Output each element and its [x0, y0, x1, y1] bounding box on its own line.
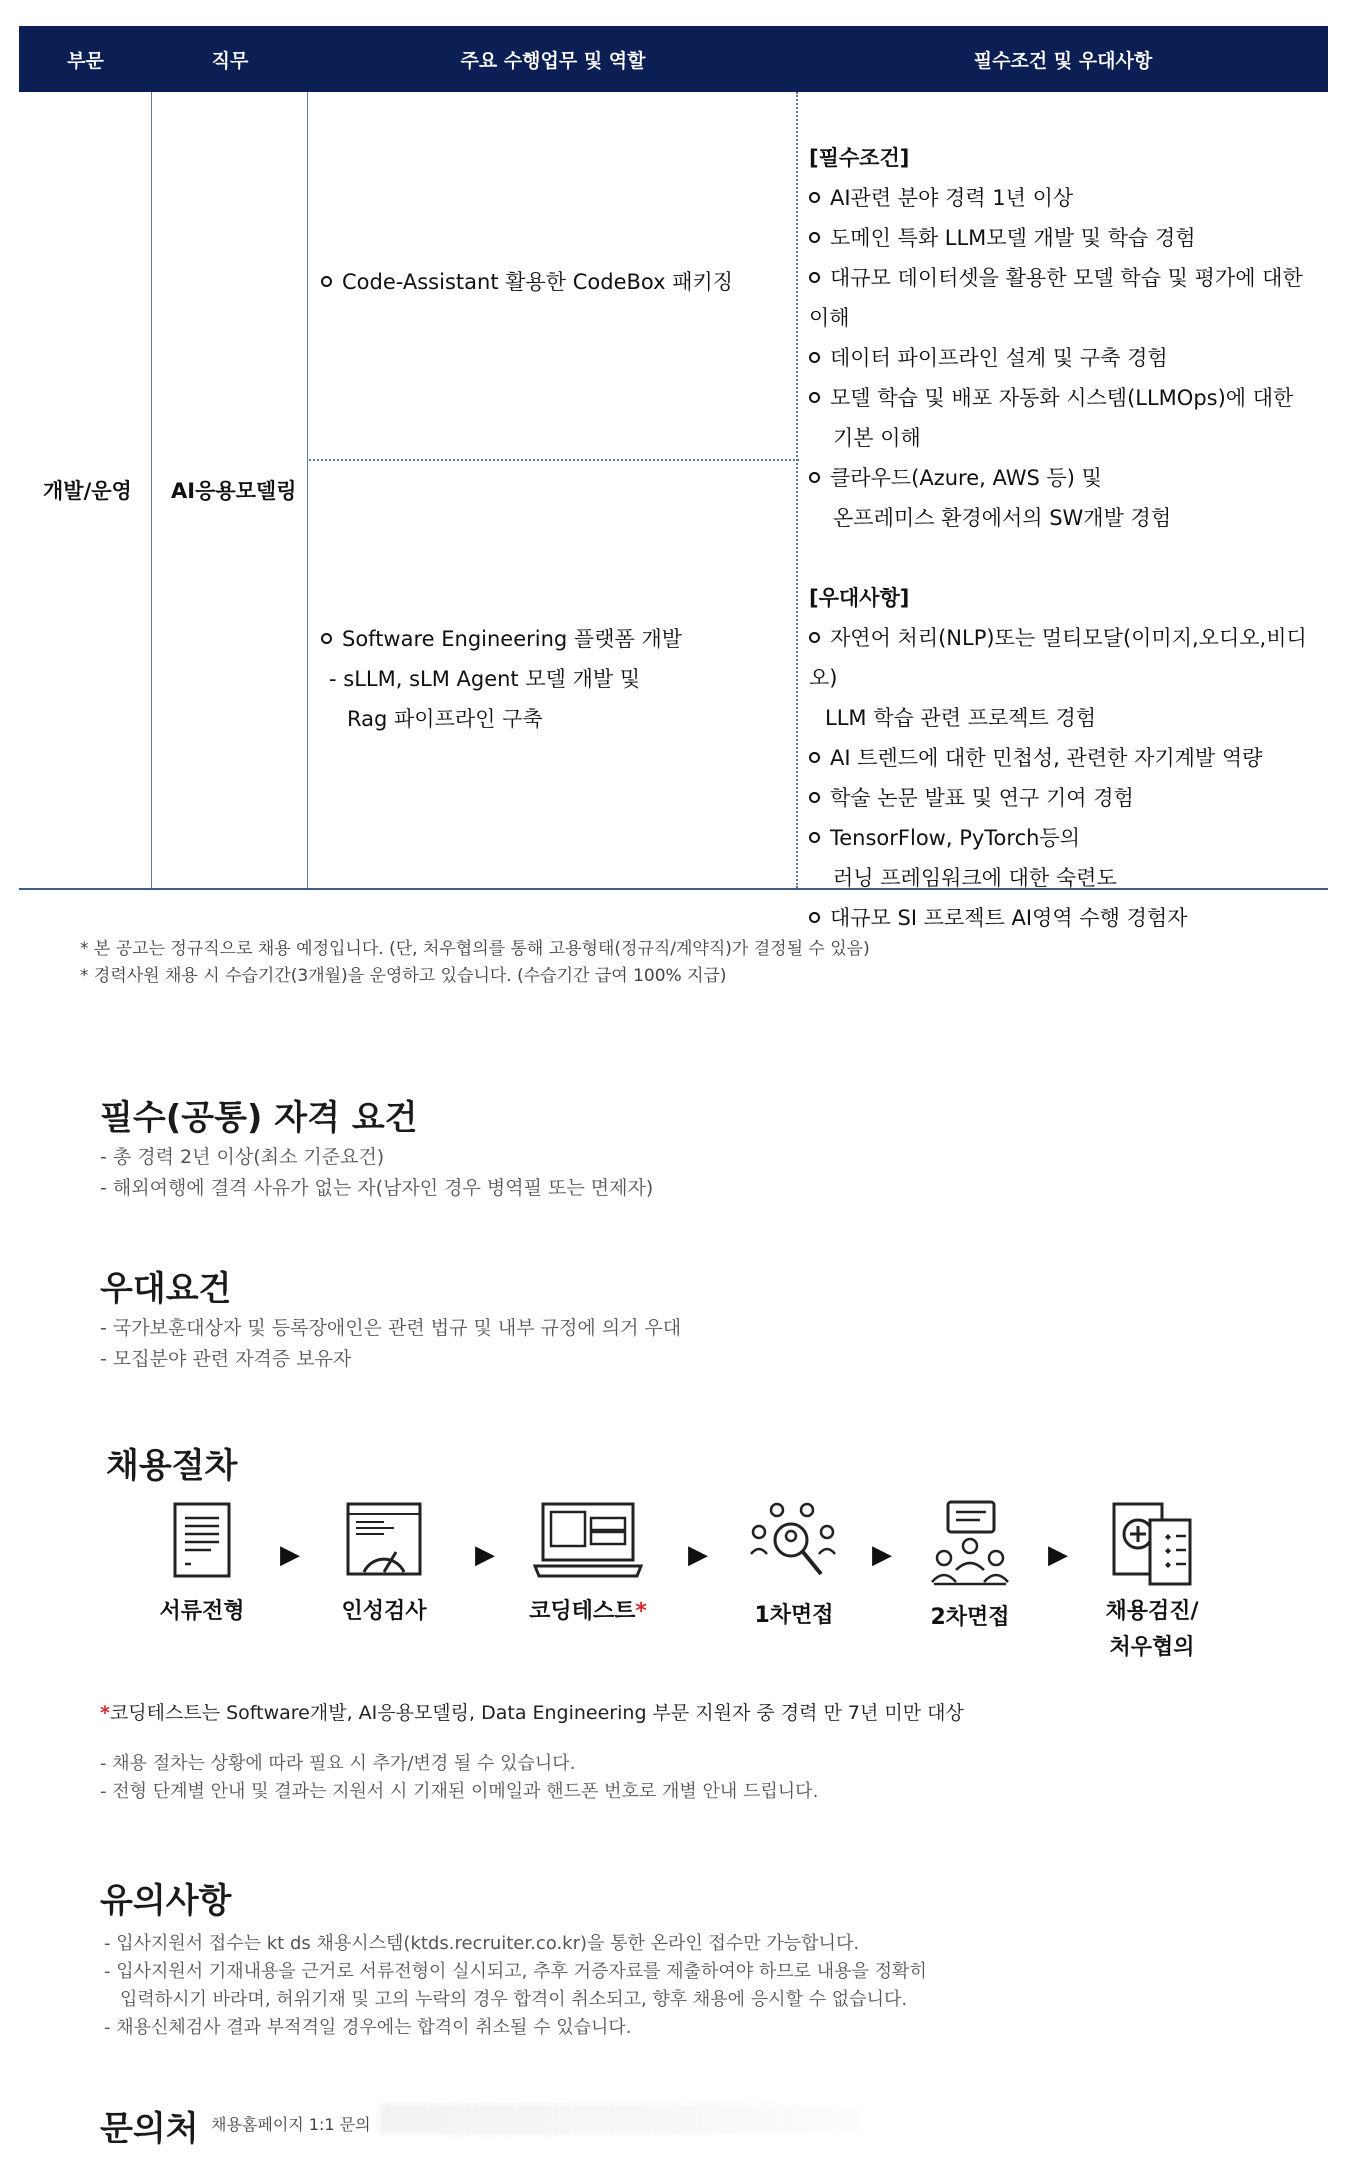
contact-text: 채용홈페이지 1:1 문의 — [211, 2115, 371, 2134]
column-divider — [307, 92, 308, 888]
laptop-icon — [533, 1500, 643, 1580]
arrow-right-icon: ▶ — [688, 1540, 708, 1570]
coding-test-note: *코딩테스트는 Software개발, AI응용모델링, Data Engineering 부문 지원자 중 경력 만 7년 미만 대상 — [100, 1702, 964, 1724]
document-icon — [167, 1500, 237, 1580]
asterisk-mark: * — [635, 1599, 647, 1624]
list-item: - 채용 절차는 상황에 따라 필요 시 추가/변경 될 수 있습니다. — [100, 1753, 576, 1774]
list-item: - 모집분야 관련 자격증 보유자 — [100, 1348, 352, 1370]
caution-title: 유의사항 — [100, 1881, 232, 1921]
circle-bullet-icon — [809, 352, 820, 363]
note-line: * 경력사원 채용 시 수습기간(3개월)을 운영하고 있습니다. (수습기간 급여 100% 지급) — [80, 966, 727, 986]
division-cell: 개발/운영 — [43, 479, 132, 503]
step-label: 채용검진/ 처우협의 — [1105, 1599, 1199, 1660]
process-title: 채용절차 — [106, 1446, 238, 1486]
circle-bullet-icon — [809, 832, 820, 843]
note-line: * 본 공고는 정규직으로 채용 예정입니다. (단, 처우협의를 통해 고용형태(정규직/계약직)가 결정될 수 있음) — [80, 939, 870, 959]
step-label: 2차면접 — [930, 1605, 1010, 1630]
list-item: 자연어 처리(NLP)또는 멀티모달(이미지,오디오,비디오) — [809, 626, 1307, 690]
gauge-icon — [344, 1500, 424, 1580]
header-division: 부문 — [67, 49, 104, 72]
list-item: - 입사지원서 기재내용을 근거로 서류전형이 실시되고, 추후 거증자료를 제출하여야 하므로 내용을 정확히 — [104, 1961, 927, 1982]
step-first-interview — [714, 1500, 874, 1634]
step-medical-checkup — [1072, 1500, 1232, 1666]
step-second-interview — [890, 1500, 1050, 1636]
circle-bullet-icon — [809, 232, 820, 243]
common-requirements-list — [100, 1142, 653, 1204]
circle-bullet-icon — [809, 392, 820, 403]
circle-bullet-icon — [809, 792, 820, 803]
list-item: 모델 학습 및 배포 자동화 시스템(LLMOps)에 대한 — [809, 378, 1328, 418]
list-item: 대규모 데이터셋을 활용한 모델 학습 및 평가에 대한 이해 — [809, 266, 1303, 330]
list-item-continued: 온프레미스 환경에서의 SW개발 경험 — [833, 506, 1172, 530]
circle-bullet-icon — [809, 752, 820, 763]
step-document-review — [122, 1500, 282, 1630]
circle-bullet-icon — [321, 276, 332, 287]
header-requirements: 필수조건 및 우대사항 — [973, 49, 1153, 72]
employment-notes — [80, 936, 870, 990]
list-item: 클라우드(Azure, AWS 등) 및 — [809, 458, 1328, 498]
header-job: 직무 — [211, 49, 249, 72]
job-cell: AI응용모델링 — [171, 479, 297, 503]
list-item: 도메인 특화 LLM모델 개발 및 학습 경험 — [809, 218, 1328, 258]
task-2: Software Engineering 플랫폼 개발 - sLLM, sLM Agent 모델 개발 및 Rag 파이프라인 구축 — [321, 619, 682, 739]
circle-bullet-icon — [321, 633, 332, 644]
list-item: - 채용신체검사 결과 부적격일 경우에는 합격이 취소될 수 있습니다. — [104, 2017, 632, 2038]
step-label: 코딩테스트* — [529, 1599, 647, 1624]
preferred-title: [우대사항] — [809, 586, 910, 610]
table-header — [19, 26, 1328, 92]
circle-bullet-icon — [809, 272, 820, 283]
list-item: - 총 경력 2년 이상(최소 기준요건) — [100, 1146, 385, 1168]
arrow-right-icon: ▶ — [872, 1540, 892, 1570]
row-divider — [309, 459, 799, 461]
list-item: 데이터 파이프라인 설계 및 구축 경험 — [809, 338, 1328, 378]
task-2-sub-1: - sLLM, sLM Agent 모델 개발 및 — [329, 667, 641, 691]
arrow-right-icon: ▶ — [1048, 1540, 1068, 1570]
list-item: TensorFlow, PyTorch등의 — [809, 818, 1328, 858]
task-2-sub-2: Rag 파이프라인 구축 — [347, 707, 543, 731]
list-item: 학술 논문 발표 및 연구 기여 경험 — [809, 778, 1328, 818]
common-requirements-title: 필수(공통) 자격 요건 — [100, 1098, 418, 1138]
circle-bullet-icon — [809, 472, 820, 483]
process-steps — [100, 1500, 1260, 1680]
table-body — [19, 92, 1328, 930]
step-personality-test — [304, 1500, 464, 1630]
list-item: AI관련 분야 경력 1년 이상 — [809, 178, 1328, 218]
list-item-continued: 입력하시기 바라며, 허위기재 및 고의 누락의 경우 합격이 취소되고, 향후 채용에 응시할 수 없습니다. — [120, 1989, 908, 2010]
medical-checkup-icon — [1110, 1500, 1194, 1588]
circle-bullet-icon — [809, 632, 820, 643]
arrow-right-icon: ▶ — [475, 1540, 495, 1570]
caution-list — [104, 1930, 927, 2042]
list-item-continued: 러닝 프레임워크에 대한 숙련도 — [833, 866, 1117, 890]
preferential-title: 우대요건 — [100, 1269, 232, 1309]
list-item-continued: LLM 학습 관련 프로젝트 경험 — [825, 706, 1097, 730]
list-item: AI 트렌드에 대한 민첩성, 관련한 자기계발 역량 — [809, 738, 1328, 778]
requirements-cell — [809, 138, 1328, 938]
step-label: 1차면접 — [754, 1603, 834, 1628]
column-divider — [151, 92, 152, 888]
circle-bullet-icon — [809, 912, 820, 923]
step-coding-test — [508, 1500, 668, 1630]
required-title: [필수조건] — [809, 146, 910, 170]
job-table — [19, 26, 1328, 930]
step-label: 서류전형 — [159, 1599, 245, 1624]
list-item: - 입사지원서 접수는 kt ds 채용시스템(ktds.recruiter.co.kr)을 통한 온라인 접수만 가능합니다. — [104, 1933, 860, 1954]
header-tasks: 주요 수행업무 및 역할 — [460, 49, 646, 72]
presentation-icon — [930, 1500, 1010, 1586]
contact-title: 문의처 — [100, 2109, 199, 2149]
list-item: 대규모 SI 프로젝트 AI영역 수행 경험자 — [809, 898, 1328, 938]
preferential-list — [100, 1313, 681, 1375]
list-item: - 전형 단계별 안내 및 결과는 지원서 시 기재된 이메일과 핸드폰 번호로 개별 안내 드립니다. — [100, 1781, 819, 1802]
arrow-right-icon: ▶ — [280, 1540, 300, 1570]
column-divider — [796, 92, 798, 888]
blurred-contact-info — [380, 2104, 860, 2134]
asterisk-mark: * — [100, 1702, 110, 1724]
circle-bullet-icon — [809, 192, 820, 203]
list-item: - 국가보훈대상자 및 등록장애인은 관련 법규 및 내부 규정에 의거 우대 — [100, 1317, 682, 1339]
interview-group-icon — [749, 1500, 839, 1584]
list-item-continued: 기본 이해 — [833, 426, 921, 450]
process-notes — [100, 1750, 818, 1806]
list-item: - 해외여행에 결격 사유가 없는 자(남자인 경우 병역필 또는 면제자) — [100, 1177, 654, 1199]
step-label: 인성검사 — [341, 1599, 427, 1624]
task-1: Code-Assistant 활용한 CodeBox 패키징 — [321, 262, 733, 302]
